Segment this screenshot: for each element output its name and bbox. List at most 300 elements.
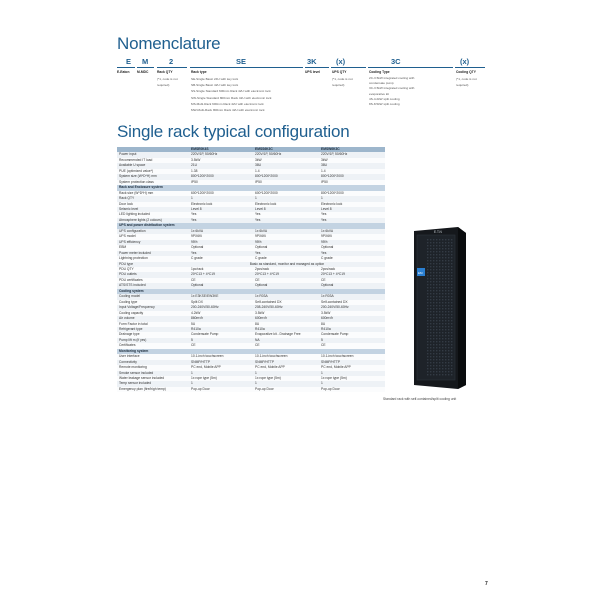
- perforation-dot: [439, 332, 440, 333]
- perforation-dot: [442, 305, 443, 306]
- perforation-dot: [430, 281, 431, 282]
- row-value: CE: [253, 343, 319, 348]
- row-value: 220V/1P, 50/60Hz: [253, 152, 319, 157]
- perforation-dot: [451, 350, 452, 351]
- row-value: C grade: [189, 256, 253, 261]
- perforation-dot: [433, 374, 434, 375]
- row-value: 5: [319, 338, 385, 343]
- row-label: Rack QTY: [117, 196, 189, 201]
- perforation-dot: [445, 329, 446, 330]
- row-value: 95%: [189, 240, 253, 245]
- row-value: 800*1200*2000: [253, 174, 319, 179]
- rack-type-item: SW-Single Standard 800mm Rack 42U with electronic lock: [191, 95, 272, 100]
- perforation-dot: [445, 296, 446, 297]
- perforation-dot: [436, 308, 437, 309]
- perforation-dot: [430, 374, 431, 375]
- perforation-dot: [430, 359, 431, 360]
- perforation-dot: [436, 344, 437, 345]
- perforation-dot: [448, 323, 449, 324]
- perforation-dot: [448, 344, 449, 345]
- perforation-dot: [445, 368, 446, 369]
- perforation-dot: [442, 278, 443, 279]
- perforation-dot: [442, 371, 443, 372]
- row-label: Cooling capacity: [117, 311, 189, 316]
- perforation-dot: [445, 311, 446, 312]
- perforation-dot: [433, 245, 434, 246]
- perforation-dot: [427, 293, 428, 294]
- perforation-dot: [427, 344, 428, 345]
- perforation-dot: [436, 329, 437, 330]
- row-value: IP50: [319, 180, 385, 185]
- rack-door: [417, 235, 455, 380]
- label-ups-qty: UPS QTY: [332, 70, 347, 74]
- page-number: 7: [485, 581, 488, 587]
- perforation-dot: [427, 257, 428, 258]
- section-header: Cooling system: [117, 289, 385, 294]
- perforation-dot: [445, 323, 446, 324]
- perforation-dot: [436, 284, 437, 285]
- code-cooling-type: 3C: [391, 57, 401, 66]
- perforation-dot: [436, 254, 437, 255]
- perforation-dot: [448, 239, 449, 240]
- cooling-type-list: [369, 76, 414, 107]
- row-value: Pop-up Door: [253, 387, 319, 392]
- perforation-dot: [448, 254, 449, 255]
- row-value: 4.2kW: [189, 311, 253, 316]
- perforation-dot: [451, 353, 452, 354]
- perforation-dot: [439, 278, 440, 279]
- rack-type-item: SE-Single Basic 24U with key lock: [191, 77, 239, 81]
- perforation-dot: [445, 266, 446, 267]
- perforation-dot: [436, 248, 437, 249]
- perforation-dot: [427, 302, 428, 303]
- row-value: Yes: [319, 212, 385, 217]
- row-value: Electronic lock: [319, 202, 385, 207]
- perforation-dot: [448, 374, 449, 375]
- perforation-dot: [439, 326, 440, 327]
- perforation-dot: [439, 287, 440, 288]
- perforation-dot: [430, 302, 431, 303]
- row-value: Optional: [319, 283, 385, 288]
- row-value: 10.1-inch touchscreen: [253, 354, 319, 359]
- row-label: UPS configuration: [117, 229, 189, 234]
- perforation-dot: [451, 266, 452, 267]
- perforation-dot: [439, 338, 440, 339]
- perforation-dot: [445, 347, 446, 348]
- underline-cooling-type: [368, 67, 453, 68]
- perforation-dot: [445, 278, 446, 279]
- perforation-dot: [451, 239, 452, 240]
- row-value: 38U: [253, 163, 319, 168]
- perforation-dot: [433, 287, 434, 288]
- label-rack-qty: Rack QTY: [157, 70, 173, 74]
- row-value: 9PX6Ki: [319, 234, 385, 239]
- perforation-dot: [445, 302, 446, 303]
- perforation-dot: [436, 341, 437, 342]
- header-cell: EMSS6K3C: [253, 147, 319, 152]
- row-value: Split DX: [189, 300, 253, 305]
- perforation-dot: [445, 269, 446, 270]
- perforation-dot: [442, 323, 443, 324]
- perforation-dot: [430, 365, 431, 366]
- perforation-dot: [433, 365, 434, 366]
- config-title: Single rack typical configuration: [117, 122, 350, 141]
- perforation-dot: [427, 278, 428, 279]
- row-value: SNMP/HTTP: [253, 360, 319, 365]
- perforation-dot: [442, 260, 443, 261]
- perforation-dot: [451, 311, 452, 312]
- rack-image: [412, 225, 468, 390]
- perforation-dot: [439, 353, 440, 354]
- perforation-dot: [430, 344, 431, 345]
- perforation-dot: [442, 302, 443, 303]
- row-value: SNMP/HTTP: [319, 360, 385, 365]
- row-value: 1: [253, 196, 319, 201]
- row-label: UPS efficiency: [117, 240, 189, 245]
- row-value: Optional: [253, 245, 319, 250]
- cooling-type-item: 2C-3.5kW integrated cooling with: [369, 76, 415, 80]
- perforation-dot: [451, 296, 452, 297]
- perforation-dot: [448, 308, 449, 309]
- perforation-dot: [448, 368, 449, 369]
- perforation-dot: [451, 356, 452, 357]
- row-label: Pump lift m (if yes): [117, 338, 189, 343]
- perforation-dot: [439, 290, 440, 291]
- row-value: Level 8: [253, 207, 319, 212]
- row-value: Yes: [319, 251, 385, 256]
- perforation-dot: [427, 347, 428, 348]
- perforation-dot: [439, 341, 440, 342]
- perforation-dot: [451, 284, 452, 285]
- perforation-dot: [445, 293, 446, 294]
- perforation-dot: [433, 353, 434, 354]
- perforation-dot: [427, 275, 428, 276]
- perforation-dot: [427, 245, 428, 246]
- perforation-dot: [433, 368, 434, 369]
- row-value: Electronic lock: [253, 202, 319, 207]
- perforation-dot: [436, 314, 437, 315]
- perforation-dot: [436, 323, 437, 324]
- perforation-dot: [430, 362, 431, 363]
- row-value: 20*C13 + 4*C19: [189, 272, 253, 277]
- row-value: 1x R03A: [253, 294, 319, 299]
- underline-ups-qty: [331, 67, 366, 68]
- perforation-dot: [442, 347, 443, 348]
- perforation-dot: [451, 323, 452, 324]
- perforation-dot: [445, 350, 446, 351]
- row-label: Lightning protection: [117, 256, 189, 261]
- perforation-dot: [439, 317, 440, 318]
- perforation-dot: [427, 269, 428, 270]
- perforation-dot: [448, 311, 449, 312]
- perforation-dot: [433, 332, 434, 333]
- perforation-dot: [430, 329, 431, 330]
- perforation-dot: [433, 356, 434, 357]
- code-ups-qty: (x): [336, 57, 346, 66]
- row-value: 3.5kW: [189, 158, 253, 163]
- row-value: 860m³/h: [189, 316, 253, 321]
- perforation-dot: [436, 287, 437, 288]
- row-value: 38U: [319, 163, 385, 168]
- row-value: 1.4: [253, 169, 319, 174]
- row-value: R410a: [189, 327, 253, 332]
- perforation-dot: [439, 368, 440, 369]
- perforation-dot: [433, 308, 434, 309]
- row-value: 1.38: [189, 169, 253, 174]
- row-value: 1x rope type (5m): [253, 376, 319, 381]
- perforation-dot: [451, 254, 452, 255]
- row-value: 1x rope type (5m): [319, 376, 385, 381]
- perforation-dot: [445, 338, 446, 339]
- row-value: Condensate Pump: [319, 332, 385, 337]
- perforation-dot: [439, 320, 440, 321]
- perforation-dot: [436, 353, 437, 354]
- config-table: [117, 147, 385, 392]
- perforation-dot: [427, 254, 428, 255]
- rack-qty-note-line: required): [157, 83, 170, 88]
- perforation-dot: [439, 269, 440, 270]
- row-value: C grade: [253, 256, 319, 261]
- perforation-dot: [448, 278, 449, 279]
- perforation-dot: [433, 251, 434, 252]
- perforation-dot: [433, 260, 434, 261]
- row-value: 20*C13 + 4*C19: [319, 272, 385, 277]
- perforation-dot: [427, 311, 428, 312]
- perforation-dot: [442, 269, 443, 270]
- perforation-dot: [451, 341, 452, 342]
- row-value: 208-240V/50-60Hz: [253, 305, 319, 310]
- perforation-dot: [451, 272, 452, 273]
- nomenclature-title: Nomenclature: [117, 34, 221, 53]
- row-value: 1x rope type (5m): [189, 376, 253, 381]
- row-value: R410a: [253, 327, 319, 332]
- perforation-dot: [433, 320, 434, 321]
- perforation-dot: [436, 356, 437, 357]
- perforation-dot: [430, 350, 431, 351]
- perforation-dot: [448, 263, 449, 264]
- code-rack-qty: 2: [169, 57, 174, 66]
- perforation-dot: [445, 275, 446, 276]
- perforation-dot: [436, 293, 437, 294]
- row-value: 1x R03A: [319, 294, 385, 299]
- code-m: M: [142, 57, 149, 66]
- perforation-dot: [442, 287, 443, 288]
- perforation-dot: [439, 362, 440, 363]
- row-label: EBM: [117, 245, 189, 250]
- code-rack-type: SE: [236, 57, 247, 66]
- perforation-dot: [448, 245, 449, 246]
- perforation-dot: [430, 368, 431, 369]
- perforation-dot: [439, 257, 440, 258]
- perforation-dot: [445, 272, 446, 273]
- perforation-dot: [445, 251, 446, 252]
- perforation-dot: [442, 248, 443, 249]
- perforation-dot: [451, 332, 452, 333]
- perforation-dot: [430, 347, 431, 348]
- perforation-dot: [451, 371, 452, 372]
- perforation-dot: [433, 272, 434, 273]
- row-value: C grade: [319, 256, 385, 261]
- perforation-dot: [433, 338, 434, 339]
- perforation-dot: [445, 314, 446, 315]
- row-label: Input Voltage/Frequency: [117, 305, 189, 310]
- section-header: Rack and Enclosure system: [117, 185, 385, 190]
- row-value: 8U: [319, 322, 385, 327]
- perforation-dot: [445, 263, 446, 264]
- row-value: 8U: [253, 322, 319, 327]
- perforation-dot: [442, 263, 443, 264]
- label-rack-type: Rack type: [191, 70, 207, 74]
- row-value: 220V/1P, 50/60Hz: [189, 152, 253, 157]
- perforation-dot: [427, 371, 428, 372]
- perforation-dot: [442, 272, 443, 273]
- perforation-dot: [451, 287, 452, 288]
- perforation-dot: [439, 359, 440, 360]
- rack-type-list: [191, 76, 271, 113]
- perforation-dot: [427, 287, 428, 288]
- perforation-dot: [439, 248, 440, 249]
- perforation-dot: [445, 335, 446, 336]
- perforation-dot: [439, 272, 440, 273]
- row-label: Power input: [117, 152, 189, 157]
- perforation-dot: [436, 242, 437, 243]
- perforation-dot: [451, 368, 452, 369]
- ups-qty-note-line: (*1, code is not: [332, 77, 353, 81]
- row-value: 600*1200*2000: [253, 191, 319, 196]
- perforation-dot: [433, 257, 434, 258]
- row-label: Seismic level: [117, 207, 189, 212]
- perforation-dot: [430, 275, 431, 276]
- row-value: Optional: [189, 283, 253, 288]
- perforation-dot: [430, 299, 431, 300]
- row-value: 1: [189, 381, 253, 386]
- perforation-dot: [433, 362, 434, 363]
- row-value: 20*C13 + 4*C19: [253, 272, 319, 277]
- row-value: Yes: [189, 251, 253, 256]
- row-label: Certificates: [117, 343, 189, 348]
- row-value: Yes: [253, 212, 319, 217]
- cooling-type-item: 3C-3.5kW integrated cooling with: [369, 86, 415, 91]
- perforation-dot: [436, 311, 437, 312]
- perforation-dot: [430, 251, 431, 252]
- row-value: 200-240V/50-60Hz: [319, 305, 385, 310]
- perforation-dot: [448, 341, 449, 342]
- table-row: [117, 387, 385, 392]
- perforation-dot: [439, 284, 440, 285]
- perforation-dot: [436, 302, 437, 303]
- perforation-dot: [427, 335, 428, 336]
- perforation-dot: [451, 299, 452, 300]
- row-label: Refrigerant type: [117, 327, 189, 332]
- perforation-dot: [445, 287, 446, 288]
- perforation-dot: [451, 305, 452, 306]
- perforation-dot: [433, 305, 434, 306]
- perforation-dot: [430, 341, 431, 342]
- perforation-dot: [442, 365, 443, 366]
- row-value: Optional: [253, 283, 319, 288]
- perforation-dot: [427, 350, 428, 351]
- perforation-dot: [448, 302, 449, 303]
- perforation-dot: [436, 272, 437, 273]
- perforation-dot: [448, 353, 449, 354]
- perforation-dot: [433, 284, 434, 285]
- row-value: 9PX6Ki: [253, 234, 319, 239]
- perforation-dot: [436, 368, 437, 369]
- row-value: 200-240V/50-60Hz: [189, 305, 253, 310]
- row-label: Water leakage sensor included: [117, 376, 189, 381]
- perforation-dot: [439, 242, 440, 243]
- perforation-dot: [427, 353, 428, 354]
- perforation-dot: [445, 320, 446, 321]
- row-value: CE: [253, 278, 319, 283]
- row-value: 1pc/rack: [189, 267, 253, 272]
- perforation-dot: [430, 254, 431, 255]
- row-label: Rack size (W*D*H) mm: [117, 191, 189, 196]
- perforation-dot: [442, 239, 443, 240]
- perforation-dot: [445, 365, 446, 366]
- perforation-dot: [448, 362, 449, 363]
- perforation-dot: [430, 293, 431, 294]
- row-value: 600m³/h: [253, 316, 319, 321]
- header-cell: EMSW6K3C: [319, 147, 385, 152]
- row-value: 1.4: [319, 169, 385, 174]
- perforation-dot: [436, 281, 437, 282]
- row-value: Basic as standard, monitor and managed as option: [189, 262, 385, 267]
- label-mdc: M-MDC: [137, 70, 149, 74]
- perforation-dot: [433, 326, 434, 327]
- row-value: CE: [189, 343, 253, 348]
- row-label: Temp sensor included: [117, 381, 189, 386]
- perforation-dot: [427, 362, 428, 363]
- perforation-dot: [433, 359, 434, 360]
- row-value: R410a: [319, 327, 385, 332]
- perforation-dot: [439, 371, 440, 372]
- row-label: Available U space: [117, 163, 189, 168]
- perforation-dot: [427, 290, 428, 291]
- perforation-dot: [427, 338, 428, 339]
- perforation-dot: [448, 251, 449, 252]
- perforation-dot: [430, 287, 431, 288]
- rack-logo: E.T.N: [434, 230, 442, 234]
- perforation-dot: [430, 278, 431, 279]
- perforation-dot: [448, 290, 449, 291]
- row-value: 95%: [253, 240, 319, 245]
- perforation-dot: [439, 305, 440, 306]
- row-label: UPS model: [117, 234, 189, 239]
- perforation-dot: [439, 347, 440, 348]
- perforation-dot: [448, 272, 449, 273]
- perforation-dot: [430, 338, 431, 339]
- perforation-dot: [445, 299, 446, 300]
- rack-type-item: SB-Single Basic 42U with key lock: [191, 83, 239, 88]
- perforation-dot: [442, 257, 443, 258]
- perforation-dot: [433, 254, 434, 255]
- perforation-dot: [448, 248, 449, 249]
- perforation-dot: [451, 335, 452, 336]
- perforation-dot: [439, 245, 440, 246]
- perforation-dot: [442, 308, 443, 309]
- perforation-dot: [451, 365, 452, 366]
- perforation-dot: [448, 326, 449, 327]
- row-value: 3kW: [253, 158, 319, 163]
- perforation-dot: [442, 332, 443, 333]
- perforation-dot: [427, 374, 428, 375]
- perforation-dot: [433, 293, 434, 294]
- perforation-dot: [448, 296, 449, 297]
- perforation-dot: [430, 272, 431, 273]
- perforation-dot: [442, 356, 443, 357]
- perforation-dot: [430, 371, 431, 372]
